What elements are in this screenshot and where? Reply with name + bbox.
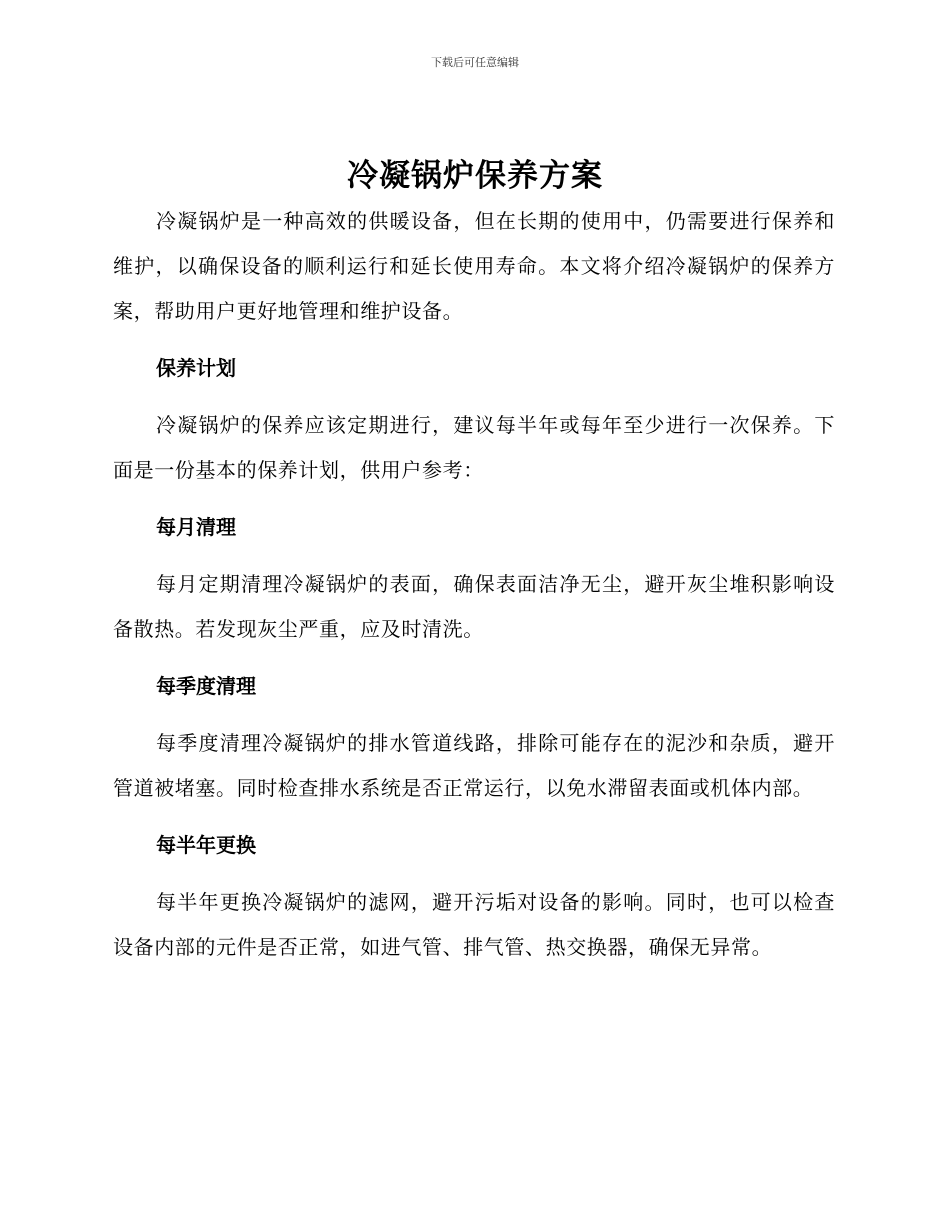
section-paragraph-maintenance-plan: 冷凝锅炉的保养应该定期进行，建议每半年或每年至少进行一次保养。下面是一份基本的保养计划，供用户参考： — [113, 413, 835, 482]
header-note: 下载后可任意编辑 — [431, 56, 519, 69]
section-heading-semiannual-replacement: 每半年更换 — [156, 833, 256, 857]
section-paragraph-semiannual-replacement: 每半年更换冷凝锅炉的滤网，避开污垢对设备的影响。同时，也可以检查设备内部的元件是否正常，如进气管、排气管、热交换器，确保无异常。 — [113, 890, 835, 959]
section-paragraph-quarterly-cleaning: 每季度清理冷凝锅炉的排水管道线路，排除可能存在的泥沙和杂质，避开管道被堵塞。同时检查排水系统是否正常运行，以免水滞留表面或机体内部。 — [113, 731, 835, 800]
section-heading-monthly-cleaning: 每月清理 — [156, 515, 236, 539]
document-title: 冷凝锅炉保养方案 — [347, 158, 603, 194]
document-body — [113, 199, 835, 982]
section-heading-quarterly-cleaning: 每季度清理 — [156, 674, 256, 698]
section-paragraph-monthly-cleaning: 每月定期清理冷凝锅炉的表面，确保表面洁净无尘，避开灰尘堆积影响设备散热。若发现灰尘严重，应及时清洗。 — [113, 572, 835, 641]
intro-paragraph: 冷凝锅炉是一种高效的供暖设备，但在长期的使用中，仍需要进行保养和维护，以确保设备的顺利运行和延长使用寿命。本文将介绍冷凝锅炉的保养方案，帮助用户更好地管理和维护设备。 — [113, 209, 835, 323]
section-heading-maintenance-plan: 保养计划 — [156, 356, 236, 380]
